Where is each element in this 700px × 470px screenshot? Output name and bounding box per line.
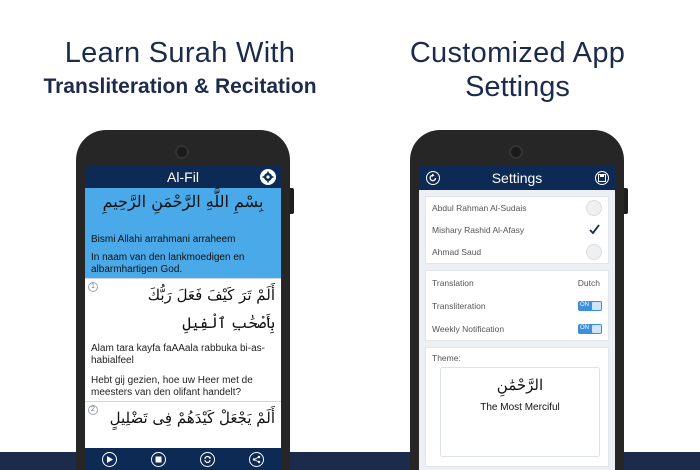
phone-right xyxy=(410,130,624,470)
translation-label: Translation xyxy=(432,278,474,288)
share-icon[interactable] xyxy=(249,452,264,467)
camera-icon xyxy=(509,145,523,159)
verse-arabic-line1: أَلَمْ يَجْعَلْ كَيْدَهُمْ فِى تَضْلِيلٍ xyxy=(109,409,275,427)
radio-button[interactable] xyxy=(586,200,602,216)
verse-item[interactable] xyxy=(85,278,281,401)
toggle-state: ON xyxy=(580,302,589,308)
stop-icon[interactable] xyxy=(151,452,166,467)
reciter-option[interactable] xyxy=(426,219,608,241)
bismillah-arabic: بِسْمِ اللَّهِ الرَّحْمَنِ الرَّحِيمِ xyxy=(102,192,264,211)
reciter-name: Abdul Rahman Al-Sudais xyxy=(432,203,527,213)
toggle-knob xyxy=(592,325,601,333)
toggle-knob xyxy=(592,302,601,310)
translation-row[interactable] xyxy=(426,271,608,294)
theme-preview[interactable] xyxy=(440,367,600,457)
verse-translation: Hebt gij gezien, hoe uw Heer met de meesters van den olifant handelt? xyxy=(91,375,253,398)
left-headline-line1: Learn Surah With xyxy=(64,37,296,69)
surah-screen xyxy=(85,166,281,470)
notification-row xyxy=(426,317,608,340)
surah-title: Al-Fil xyxy=(167,169,199,185)
verse-number: 1 xyxy=(88,282,98,292)
repeat-icon[interactable] xyxy=(200,452,215,467)
reciter-card xyxy=(425,196,609,264)
phone-side-button xyxy=(290,188,294,214)
theme-english: The Most Merciful xyxy=(480,402,560,413)
right-headline-line1: Customized App xyxy=(409,37,626,69)
camera-icon xyxy=(175,145,189,159)
notification-toggle[interactable] xyxy=(578,324,602,334)
checkmark-icon[interactable] xyxy=(586,222,602,238)
verse-arabic-line2: بِأَصْحَٰبِ ٱلْفِيلِ xyxy=(182,314,275,332)
transliteration-toggle[interactable] xyxy=(578,301,602,311)
verse-number: 2 xyxy=(88,405,98,415)
surah-appbar xyxy=(85,166,281,188)
transliteration-row xyxy=(426,294,608,317)
play-icon[interactable] xyxy=(102,452,117,467)
radio-button[interactable] xyxy=(586,244,602,260)
reciter-name: Ahmad Saud xyxy=(432,247,482,257)
notification-label: Weekly Notification xyxy=(432,324,505,334)
reciter-option[interactable] xyxy=(426,241,608,263)
verse-transliteration: Alam tara kayfa faAAala rabbuka bi-as-habialfeel xyxy=(91,343,265,366)
theme-arabic: الرَّحْمَٰنِ xyxy=(496,376,544,394)
left-headline xyxy=(20,36,340,104)
settings-title: Settings xyxy=(491,170,543,186)
settings-appbar xyxy=(419,166,615,190)
toggle-state: ON xyxy=(580,325,589,331)
reciter-name: Mishary Rashid Al-Afasy xyxy=(432,225,525,235)
save-icon[interactable] xyxy=(595,171,609,185)
bismillah-block xyxy=(85,188,281,278)
translation-value[interactable]: Dutch xyxy=(577,278,600,288)
right-headline-line2: Settings xyxy=(465,71,570,103)
bismillah-transliteration: Bismi Allahi arrahmani arraheem xyxy=(91,234,236,245)
gear-icon[interactable] xyxy=(260,169,276,185)
theme-label: Theme: xyxy=(432,353,461,363)
options-card xyxy=(425,270,609,341)
phone-left xyxy=(76,130,290,470)
theme-card xyxy=(425,347,609,467)
right-headline xyxy=(365,36,670,104)
player-bar xyxy=(85,448,281,470)
verse-item[interactable] xyxy=(85,401,281,434)
transliteration-label: Transliteration xyxy=(432,301,486,311)
left-headline-line2: Transliteration & Recitation xyxy=(43,75,317,98)
reciter-option[interactable] xyxy=(426,197,608,219)
phone-side-button xyxy=(624,188,628,214)
verse-arabic-line1: أَلَمْ تَرَ كَيْفَ فَعَلَ رَبُّكَ xyxy=(147,286,275,304)
bismillah-translation: In naam van den lankmoedigen en albarmhartigen God. xyxy=(91,252,245,275)
settings-screen xyxy=(419,166,615,470)
